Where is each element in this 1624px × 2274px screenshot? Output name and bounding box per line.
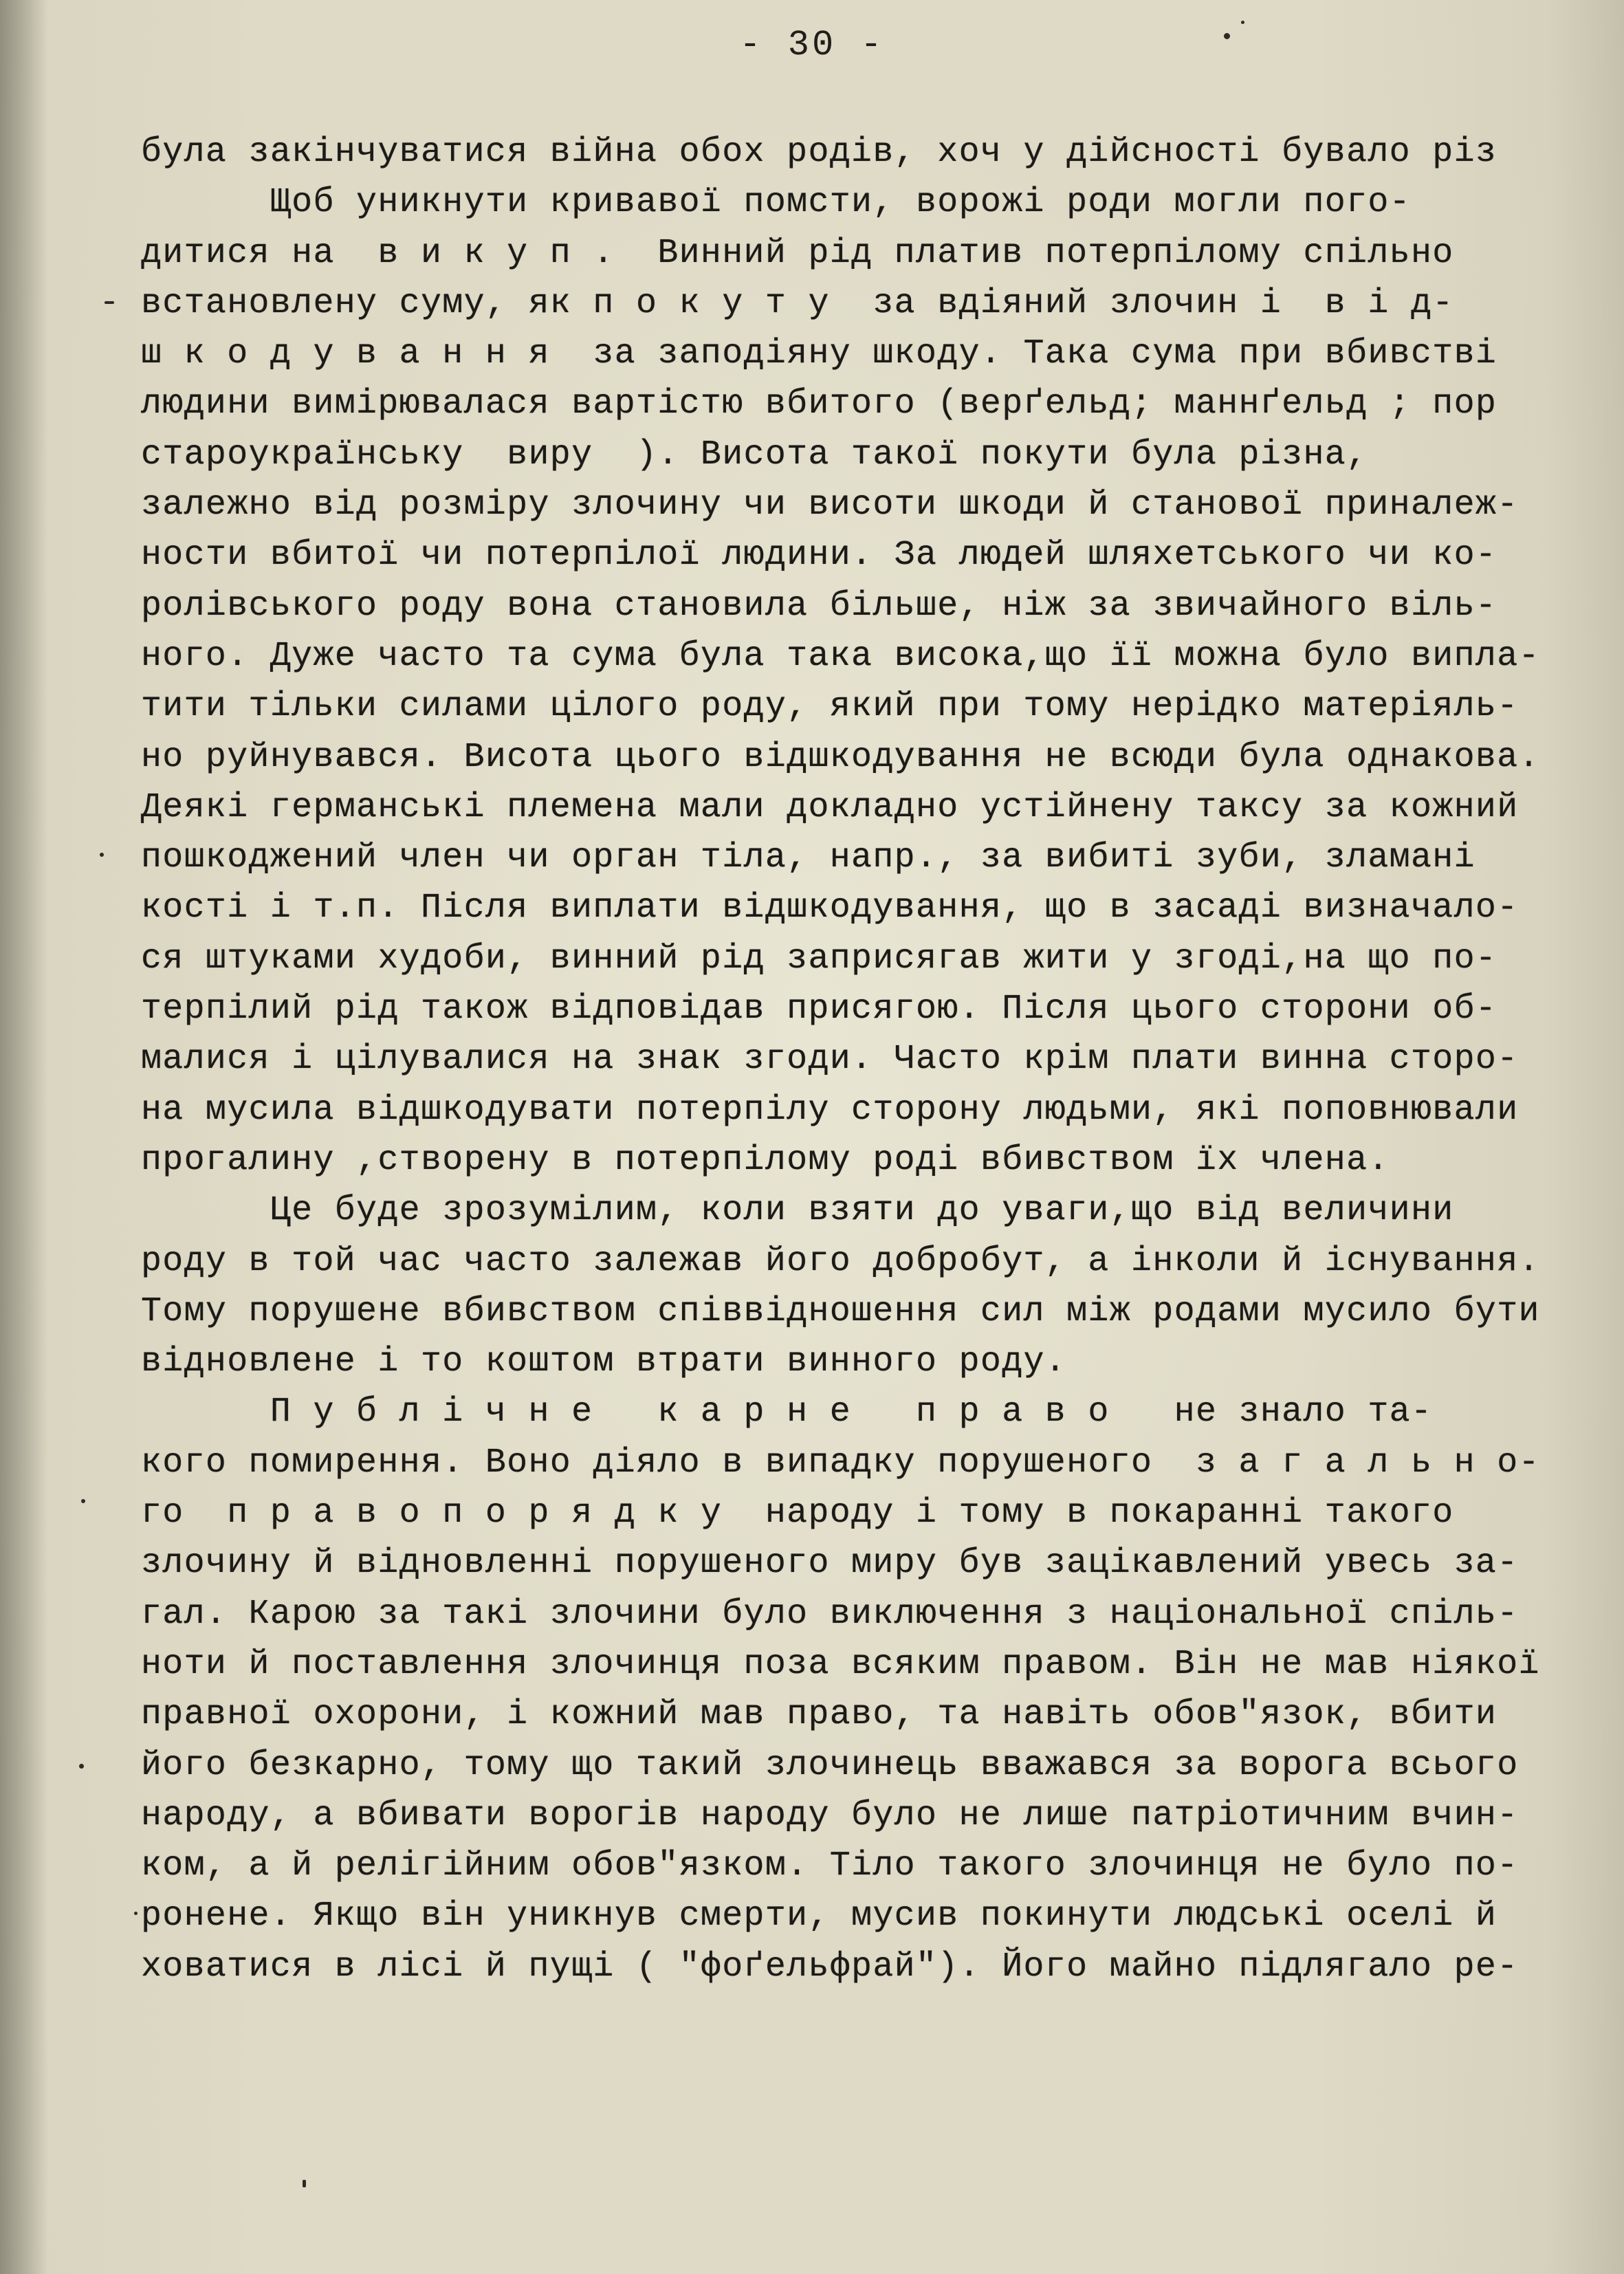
ink-speck [1224, 33, 1230, 39]
text-line-6: людини вимірювалася вартістю вбитого (верґельд; маннґельд ; пор [141, 384, 1497, 424]
ink-speck [81, 1499, 85, 1503]
text-line-28: го п р а в о п о р я д к у народу і тому в покаранні такого [141, 1494, 1454, 1533]
text-line-29: злочину й відновленні порушеного миру був зацікавлений увесь за- [141, 1544, 1519, 1584]
text-line-37: ховатися в лісі й пущі ( "фоґельфрай"). Його майно підлягало ре- [141, 1947, 1519, 1987]
text-line-11: ного. Дуже часто та сума була така висока,що її можна було випла- [141, 636, 1540, 676]
text-line-1: була закінчуватися війна обох родів, хоч у дійсності бувало різ [141, 133, 1497, 172]
text-line-9: ности вбитої чи потерпілої людини. За людей шляхетського чи ко- [141, 536, 1497, 576]
text-line-2: Щоб уникнути кривавої помсти, ворожі роди могли пого- [141, 183, 1411, 223]
text-line-24: Тому порушене вбивством співвідношення сил між родами мусило бути [141, 1291, 1540, 1331]
ink-speck [105, 301, 114, 304]
text-line-27: кого помирення. Воно діяло в випадку порушеного з а г а л ь н о- [141, 1443, 1540, 1483]
text-line-15: пошкоджений член чи орган тіла, напр., за вибиті зуби, зламані [141, 838, 1475, 878]
text-line-10: ролівського роду вона становила більше, ніж за звичайного віль- [141, 586, 1497, 626]
text-line-25: відновлене і то коштом втрати винного роду. [141, 1342, 1067, 1382]
text-line-23: роду в той час часто залежав його добробут, а інколи й існування. [141, 1241, 1540, 1281]
text-line-17: ся штуками худоби, винний рід заприсягав жити у згоді,на що по- [141, 939, 1497, 979]
text-line-32: правної охорони, і кожний мав право, та навіть обов"язок, вбити [141, 1695, 1497, 1735]
text-line-22: Це буде зрозумілим, коли взяти до уваги,що від величини [141, 1191, 1454, 1231]
text-line-7: староукраїнську виру ). Висота такої покути була різна, [141, 435, 1368, 474]
text-line-30: гал. Карою за такі злочини було виключення з національної спіль- [141, 1594, 1519, 1634]
text-line-34: народу, а вбивати ворогів народу було не лише патріотичним вчин- [141, 1795, 1519, 1835]
text-line-19: малися і цілувалися на знак згоди. Часто крім плати винна сторо- [141, 1040, 1519, 1080]
page-edge-shadow [0, 0, 48, 2274]
ink-speck [100, 853, 104, 857]
text-line-13: но руйнувався. Висота цього відшкодування не всюди була однакова. [141, 737, 1540, 777]
ink-speck [1241, 21, 1244, 24]
text-line-4: встановлену суму, як п о к у т у за вдіяний злочин і в і д- [141, 283, 1454, 323]
text-line-35: ком, а й релігійним обов"язком. Тіло такого злочинця не було по- [141, 1846, 1519, 1886]
text-line-26: П у б л і ч н е к а р н е п р а в о не знало та- [141, 1392, 1433, 1432]
ink-speck [303, 2180, 306, 2187]
page-number: - 30 - [739, 25, 885, 65]
text-line-18: терпілий рід також відповідав присягою. Після цього сторони об- [141, 990, 1497, 1029]
text-line-14: Деякі германські племена мали докладно устійнену таксу за кожний [141, 787, 1519, 827]
text-line-8: залежно від розміру злочину чи висоти шкоди й станової приналеж- [141, 485, 1519, 525]
text-line-20: на мусила відшкодувати потерпілу сторону людьми, які поповнювали [141, 1090, 1519, 1130]
body-text [141, 127, 1605, 1992]
text-line-5: ш к о д у в а н н я за заподіяну шкоду. Така сума при вбивстві [141, 334, 1497, 374]
text-line-36: ронене. Якщо він уникнув смерти, мусив покинути людські оселі й [141, 1896, 1497, 1936]
ink-speck [134, 1912, 138, 1915]
ink-speck [79, 1764, 84, 1769]
text-line-33: його безкарно, тому що такий злочинець вважався за ворога всього [141, 1745, 1519, 1785]
text-line-3: дитися на в и к у п . Винний рід платив потерпілому спільно [141, 233, 1454, 273]
text-line-12: тити тільки силами цілого роду, який при тому нерідко матеріяль- [141, 687, 1519, 727]
text-line-16: кості і т.п. Після виплати відшкодування, що в засаді визначало- [141, 888, 1519, 928]
text-line-21: прогалину ,створену в потерпілому роді вбивством їх члена. [141, 1140, 1390, 1180]
text-line-31: ноти й поставлення злочинця поза всяким правом. Він не мав ніякої [141, 1644, 1540, 1684]
